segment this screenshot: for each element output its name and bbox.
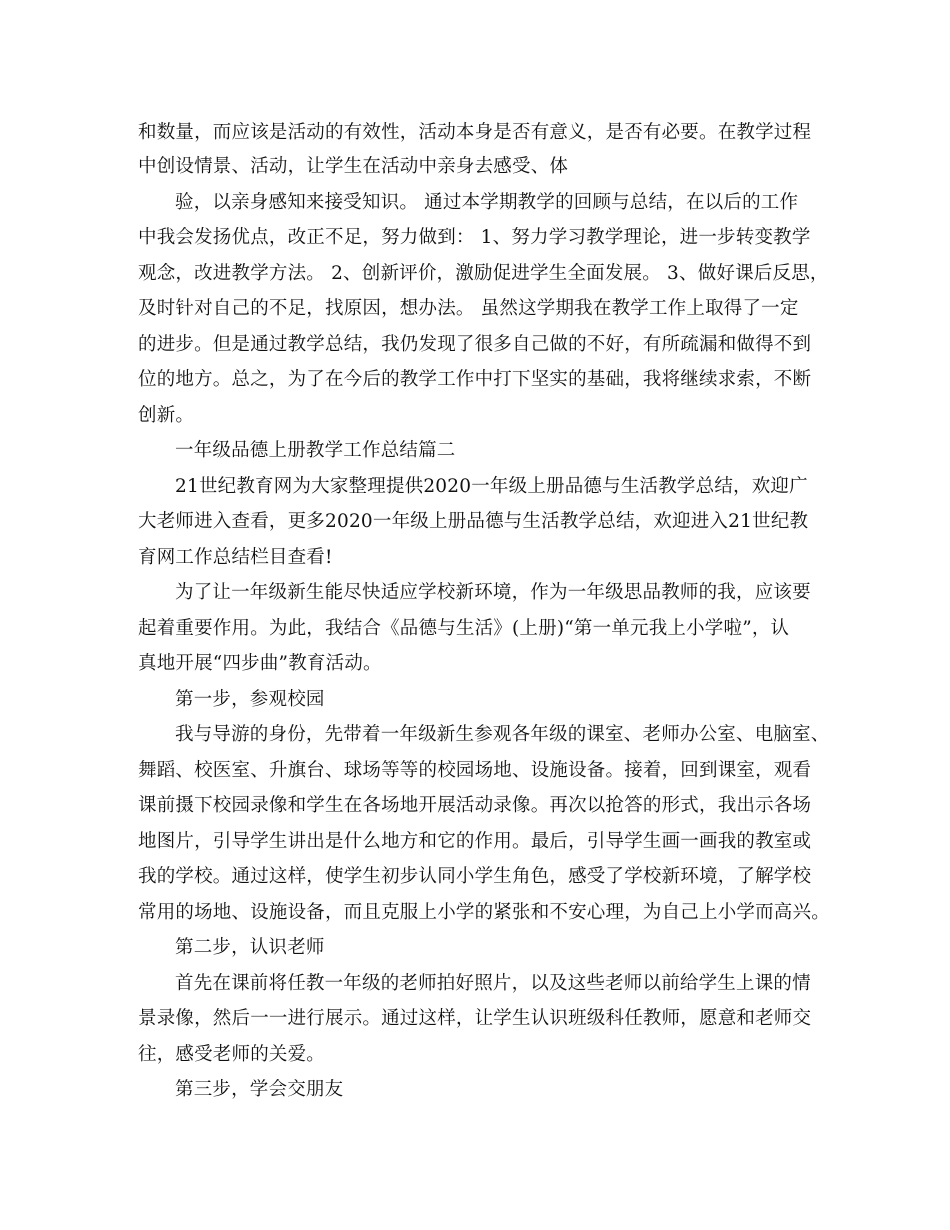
text-line: 中我会发扬优点，改正不足，努力做到： 1、努力学习教学理论，进一步转变教学 — [138, 227, 811, 248]
text-line: 我与导游的身份，先带着一年级新生参观各年级的课室、老师办公室、电脑室、 — [175, 724, 830, 745]
text-line: 常用的场地、设施设备，而且克服上小学的紧张和不安心理，为自己上小学而高兴。 — [138, 902, 830, 923]
text-line: 观念，改进教学方法。 2、创新评价，激励促进学生全面发展。 3、做好课后反思， — [138, 263, 829, 284]
text-line: 真地开展“四步曲”教育活动。 — [138, 653, 382, 674]
text-line: 及时针对自己的不足，找原因，想办法。 虽然这学期我在教学工作上取得了一定 — [138, 298, 799, 319]
text-line: 和数量，而应该是活动的有效性，活动本身是否有意义，是否有必要。在教学过程 — [138, 122, 812, 143]
text-line: 舞蹈、校医室、升旗台、球场等等的校园场地、设施设备。接着，回到课室，观看 — [138, 760, 812, 781]
step-heading: 第一步，参观校园 — [175, 689, 325, 710]
step-heading: 第二步，认识老师 — [175, 937, 325, 958]
text-line: 中创设情景、活动，让学生在活动中亲身去感受、体 — [138, 156, 569, 177]
text-line: 地图片，引导学生讲出是什么地方和它的作用。最后，引导学生画一画我的教室或 — [138, 831, 812, 852]
text-line: 位的地方。总之，为了在今后的教学工作中打下坚实的基础，我将继续求索，不断 — [138, 369, 812, 390]
text-line: 我的学校。通过这样，使学生初步认同小学生角色，感受了学校新环境，了解学校 — [138, 866, 812, 887]
text-line: 育网工作总结栏目查看! — [138, 547, 333, 568]
text-line: 起着重要作用。为此，我结合《品德与生活》(上册)“第一单元我上小学啦”，认 — [138, 618, 790, 639]
section-heading: 一年级品德上册教学工作总结篇二 — [175, 440, 456, 461]
text-line: 课前摄下校园录像和学生在各场地开展活动录像。再次以抢答的形式，我出示各场 — [138, 795, 812, 816]
text-line: 的进步。但是通过教学总结，我仍发现了很多自己做的不好，有所疏漏和做得不到 — [138, 334, 812, 355]
text-line: 为了让一年级新生能尽快适应学校新环境，作为一年级思品教师的我，应该要 — [175, 582, 811, 603]
text-line: 创新。 — [138, 405, 195, 426]
text-line: 21世纪教育网为大家整理提供2020一年级上册品德与生活教学总结，欢迎广 — [175, 476, 808, 497]
step-heading: 第三步，学会交朋友 — [175, 1079, 344, 1100]
text-line: 景录像，然后一一进行展示。通过这样，让学生认识班级科任教师，愿意和老师交 — [138, 1008, 812, 1029]
text-line: 往，感受老师的关爱。 — [138, 1044, 326, 1065]
text-line: 首先在课前将任教一年级的老师拍好照片，以及这些老师以前给学生上课的情 — [175, 973, 811, 994]
text-line: 大老师进入查看，更多2020一年级上册品德与生活教学总结，欢迎进入21世纪教 — [138, 511, 809, 532]
text-line: 验，以亲身感知来接受知识。 通过本学期教学的回顾与总结，在以后的工作 — [175, 192, 799, 213]
